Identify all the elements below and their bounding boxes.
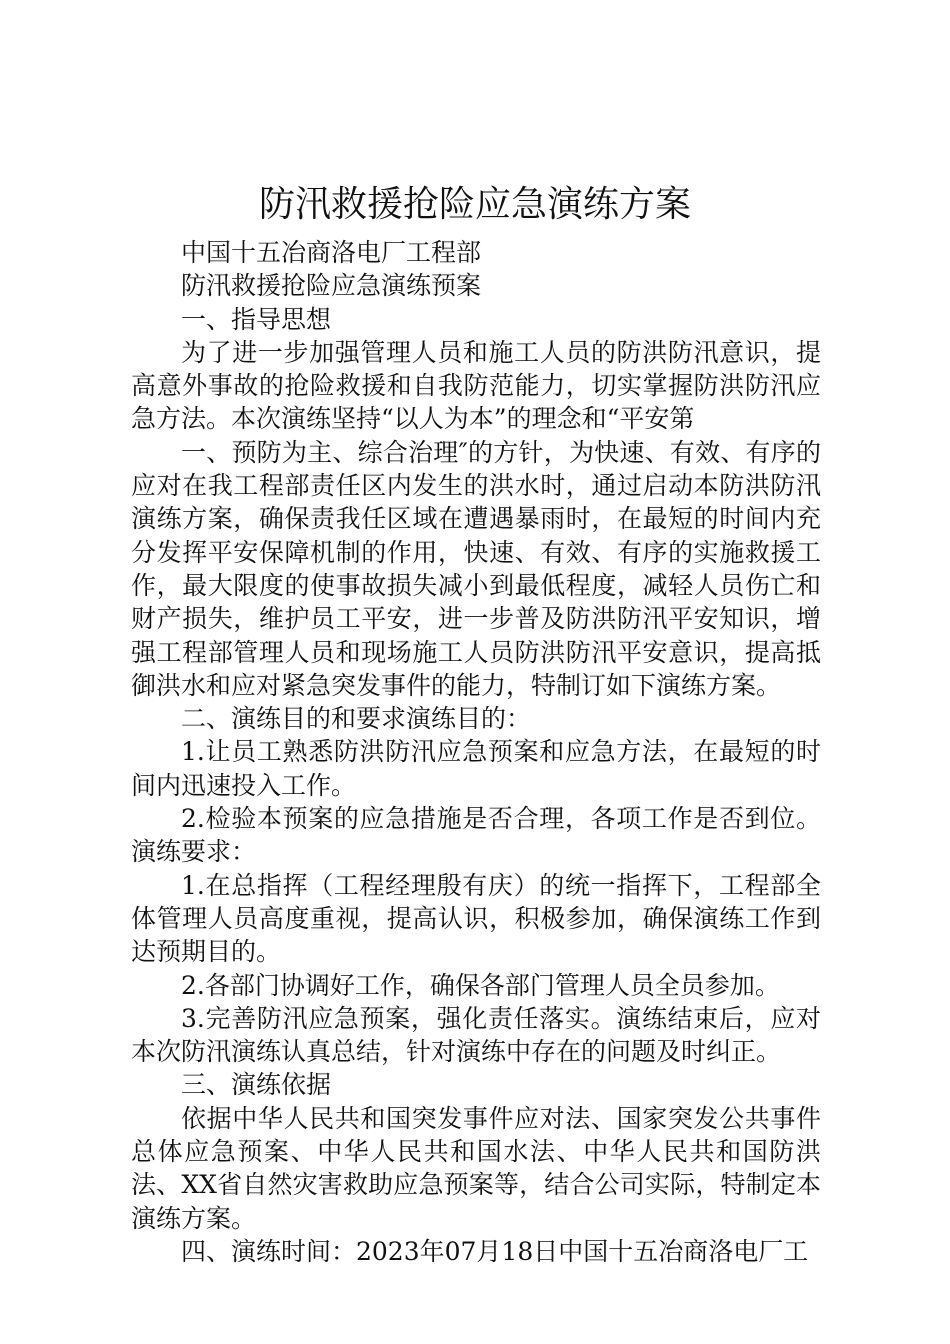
list-item: 2.检验本预案的应急措施是否合理，各项工作是否到位。演练要求： <box>131 804 821 867</box>
paragraph-org-name: 中国十五冶商洛电厂工程部 <box>181 238 482 267</box>
list-item: 2.各部门协调好工作，确保各部门管理人员全员参加。 <box>181 970 780 1000</box>
section-heading-purpose: 二、演练目的和要求演练目的： <box>181 704 532 734</box>
paragraph: 依据中华人民共和国突发事件应对法、国家突发公共事件总体应急预案、中华人民共和国水法、中华人民共和国防洪法、XX省自然灾害救助应急预案等，结合公司实际，特制定本演练方案。 <box>131 1103 821 1233</box>
document-body <box>131 236 821 1268</box>
paragraph: 一、预防为主、综合治理″的方针，为快速、有效、有序的应对在我工程部责任区内发生的洪水时，通过启动本防洪防汛演练方案，确保责我任区域在遭遇暴雨时，在最短的时间内充分发挥平安保障机制的作用，快速、有效、有序的实施救援工作，最大限度的使事故损失减小到最低程度，减轻人员伤亡和财产损失，维护员工平安，进一步普及防洪防汛平安知识，增强工程部管理人员和现场施工人员防洪防汛平安意识，提高抵御洪水和应对紧急突发事件的能力，特制订如下演练方案。 <box>131 437 821 700</box>
list-item: 1.在总指挥（工程经理殷有庆）的统一指挥下，工程部全体管理人员高度重视，提高认识，积极参加，确保演练工作到达预期目的。 <box>131 870 821 967</box>
section-heading-guiding-ideology: 一、指导思想 <box>181 304 332 334</box>
list-item: 1.让员工熟悉防洪防汛应急预案和应急方法，在最短的时间内迅速投入工作。 <box>131 737 821 800</box>
paragraph-plan-name: 防汛救援抢险应急演练预案 <box>181 271 482 301</box>
section-heading-basis: 三、演练依据 <box>181 1070 332 1100</box>
section-heading-time: 四、演练时间：2023年07月18日中国十五冶商洛电厂工 <box>181 1236 809 1266</box>
document-title: 防汛救援抢险应急演练方案 <box>258 184 691 225</box>
paragraph: 为了进一步加强管理人员和施工人员的防洪防汛意识，提高意外事故的抢险救援和自我防范能力，切实掌握防洪防汛应急方法。本次演练坚持“以人为本”的理念和“平安第 <box>131 337 821 434</box>
list-item: 3.完善防汛应急预案，强化责任落实。演练结束后，应对本次防汛演练认真总结，针对演练中存在的问题及时纠正。 <box>131 1003 821 1067</box>
